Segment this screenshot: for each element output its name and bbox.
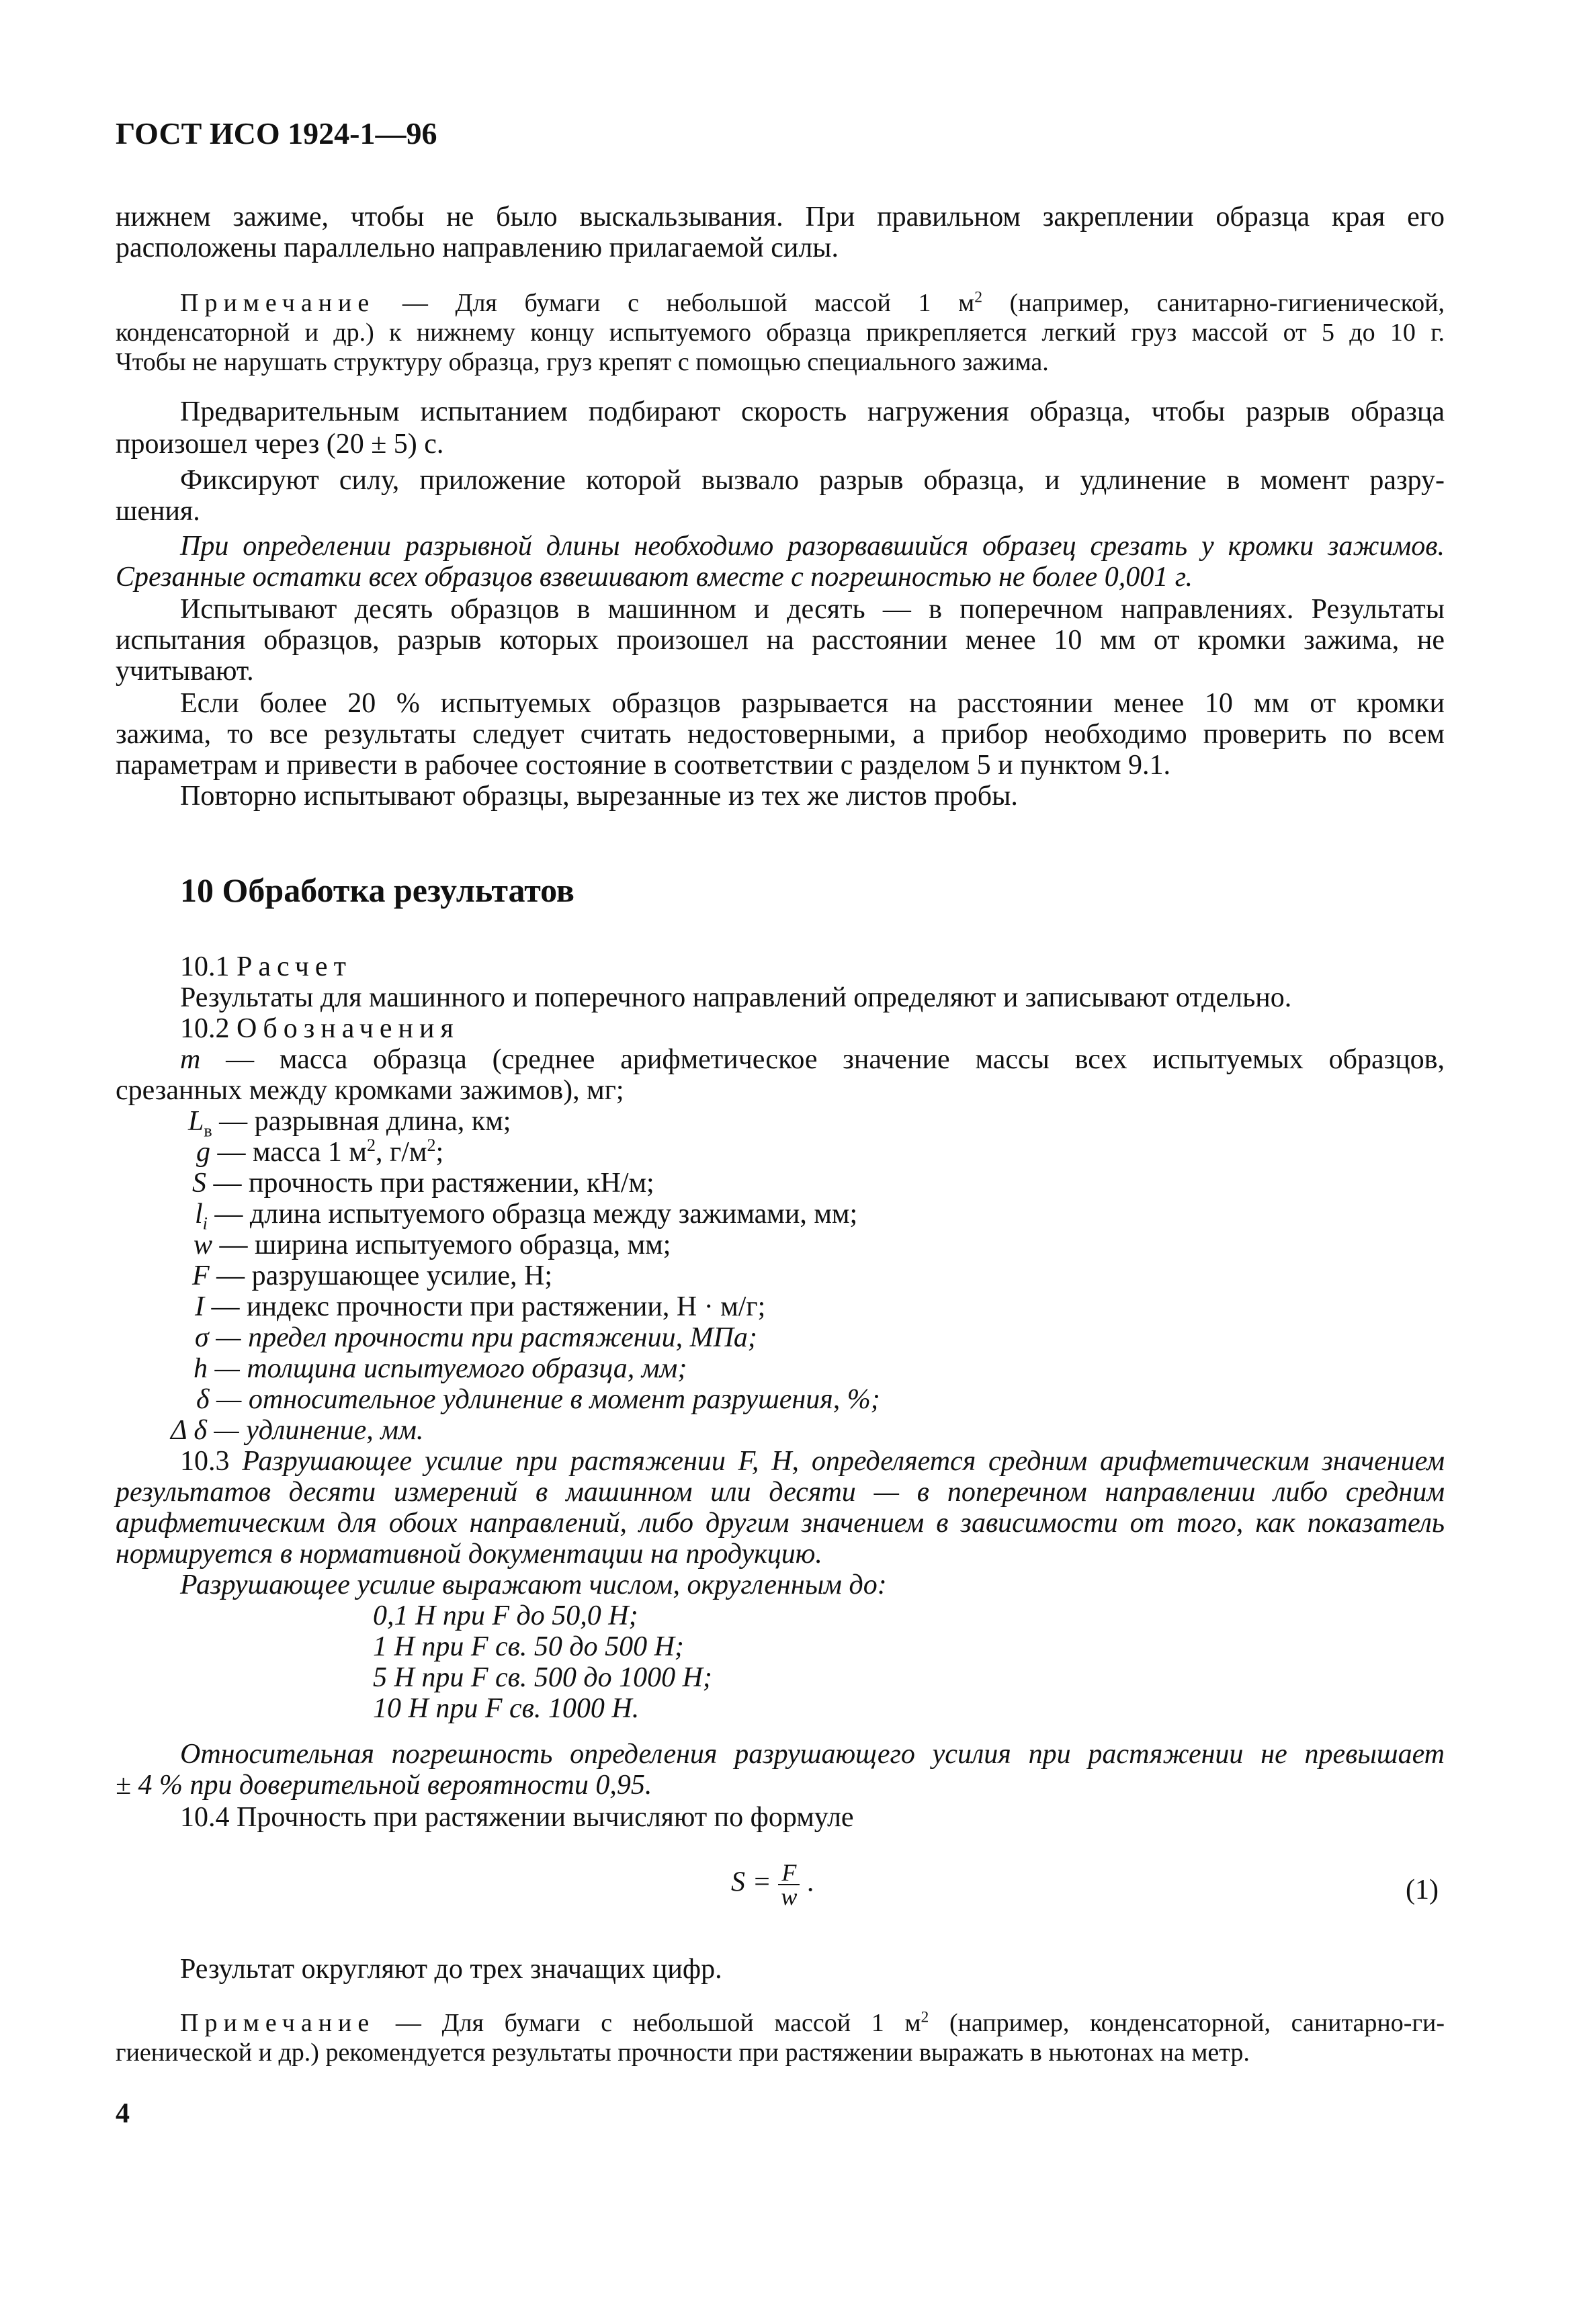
superscript: 2 <box>921 2008 929 2026</box>
superscript: 2 <box>974 288 982 306</box>
symbol-desc: — разрушающее усилие, Н; <box>209 1260 553 1291</box>
symbol-m-cont: срезанных между кромками зажимов), мг; <box>116 1075 624 1106</box>
superscript: 2 <box>366 1135 376 1155</box>
symbol: δ <box>196 1384 210 1415</box>
subsection-number: 10.3 <box>180 1446 230 1477</box>
text: Прочность при растяжении вычисляют по формуле <box>237 1802 854 1833</box>
note-text: Для бумаги с небольшой массой 1 м <box>455 289 975 317</box>
accuracy-line: Относительная погрешность определения разрушающего усилия при растяжении не превышает <box>180 1739 1445 1770</box>
symbol-m <box>180 1044 1445 1075</box>
formula-fraction <box>778 1861 800 1908</box>
symbol-L <box>188 1106 511 1141</box>
subsection-10-1-heading <box>180 951 352 982</box>
symbol-desc: — прочность при растяжении, кН/м; <box>206 1168 654 1199</box>
rounding-rule: 1 Н при F св. 50 до 500 Н; <box>373 1631 684 1662</box>
symbol-desc: — масса образца (среднее арифметическое значение массы всех испытуемых образцов, <box>226 1044 1445 1075</box>
symbol-F <box>192 1260 552 1291</box>
section-heading: 10 Обработка результатов <box>180 871 574 909</box>
symbol: S <box>192 1168 206 1199</box>
subsection-10-2-heading <box>180 1013 460 1044</box>
accuracy-line: ± 4 % при доверительной вероятности 0,95. <box>116 1770 652 1801</box>
subscript: i <box>202 1213 208 1234</box>
symbol-desc: — предел прочности при растяжении, МПа; <box>208 1322 757 1353</box>
text-line: нормируется в нормативной документации на продукцию. <box>116 1539 822 1569</box>
text-line: Срезанные остатки всех образцов взвешивают вместе с погрешностью не более 0,001 г. <box>116 562 1193 593</box>
subsection-number: 10.4 <box>180 1802 230 1833</box>
fraction-denominator: w <box>781 1883 798 1910</box>
note-line: конденсаторной и др.) к нижнему концу испытуемого образца прикрепляется легкий груз массой от 5 до 10 г. <box>116 318 1445 347</box>
symbol-desc: — относительное удлинение в момент разрушения, %; <box>209 1384 880 1415</box>
text-line: произошел через (20 ± 5) с. <box>116 429 444 460</box>
text-line: испытания образцов, разрыв которых произошел на расстоянии менее 10 мм от кромки зажима, не <box>116 625 1445 656</box>
rounding-rule: 10 Н при F св. 1000 Н. <box>373 1693 640 1724</box>
symbol-delta <box>196 1384 880 1415</box>
text-line: нижнем зажиме, чтобы не было выскальзывания. При правильном закреплении образца края его <box>116 202 1445 232</box>
note-label: Примечание <box>180 289 376 317</box>
symbol-sigma <box>195 1322 757 1353</box>
symbol: m <box>180 1044 201 1075</box>
symbol: Δ δ <box>171 1415 207 1446</box>
symbol-desc: — удлинение, мм. <box>206 1415 424 1446</box>
formula-1 <box>731 1861 814 1908</box>
symbol: F <box>192 1260 210 1291</box>
subsection-number: 10.2 <box>180 1013 230 1044</box>
text: Разрушающее усилие при растяжении F, Н, определяется средним арифметическим значением <box>242 1446 1445 1477</box>
text-line: шения. <box>116 496 200 527</box>
equation-label: (1) <box>1406 1875 1439 1905</box>
note-label: Примечание <box>180 2009 376 2037</box>
subsection-title: Расчет <box>237 951 352 982</box>
symbol-desc: , г/м <box>375 1137 427 1168</box>
symbol-S <box>192 1168 654 1199</box>
symbol: l <box>195 1199 203 1230</box>
result-rounding: Результат округляют до трех значащих цифр. <box>180 1954 722 1985</box>
formula-lhs: S = <box>731 1866 771 1898</box>
note-dash: — <box>375 2009 442 2037</box>
fraction-numerator: F <box>778 1861 800 1885</box>
symbol: L <box>188 1106 204 1137</box>
symbol-desc: — толщина испытуемого образца, мм; <box>208 1353 687 1384</box>
symbol-desc: — ширина испытуемого образца, мм; <box>212 1230 671 1260</box>
formula-end: . <box>806 1866 814 1898</box>
text-line: результатов десяти измерений в машинном или десяти — в поперечном направлении либо средним <box>116 1477 1445 1508</box>
rounding-intro: Разрушающее усилие выражают числом, округленным до: <box>180 1569 887 1600</box>
subscript: в <box>204 1121 212 1141</box>
note-text: (например, конденсаторной, санитарно-ги- <box>929 2009 1445 2037</box>
text-line <box>180 1446 1445 1477</box>
symbol-h <box>194 1353 687 1384</box>
note-text: Для бумаги с небольшой массой 1 м <box>441 2009 921 2037</box>
symbol: g <box>196 1137 210 1168</box>
note-dash: — <box>375 289 456 317</box>
symbol: σ <box>195 1322 209 1353</box>
symbol-g <box>196 1137 443 1168</box>
note-text: (например, санитарно-гигиенической, <box>982 289 1445 317</box>
symbol: w <box>194 1230 213 1260</box>
text-line: Предварительным испытанием подбирают скорость нагружения образца, чтобы разрыв образца <box>180 396 1445 427</box>
text-line: учитывают. <box>116 656 254 687</box>
document-header: ГОСТ ИСО 1924-1—96 <box>116 116 437 150</box>
text-line: зажима, то все результаты следует считать недостоверными, а прибор необходимо проверить по всем <box>116 719 1445 750</box>
text-line: расположены параллельно направлению прилагаемой силы. <box>116 232 839 263</box>
text-line: Фиксируют силу, приложение которой вызвало разрыв образца, и удлинение в момент разру- <box>180 465 1445 496</box>
paragraph-repeat: Повторно испытывают образцы, вырезанные из тех же листов пробы. <box>180 781 1018 812</box>
note-line: Чтобы не нарушать структуру образца, груз крепят с помощью специального зажима. <box>116 348 1049 376</box>
symbol-desc: ; <box>435 1137 444 1168</box>
symbol-desc: — разрывная длина, км; <box>212 1106 511 1137</box>
symbol-l <box>195 1199 858 1234</box>
subsection-10-4-text <box>180 1802 854 1833</box>
text-line: параметрам и привести в рабочее состояние в соответствии с разделом 5 и пунктом 9.1. <box>116 750 1171 781</box>
superscript: 2 <box>427 1135 436 1155</box>
text-line: Если более 20 % испытуемых образцов разрывается на расстоянии менее 10 мм от кромки <box>180 688 1445 719</box>
symbol: I <box>195 1291 204 1322</box>
symbol-desc: — индекс прочности при растяжении, Н · м/г; <box>204 1291 766 1322</box>
text-line: арифметическим для обоих направлений, либо другим значением в зависимости от того, как показатель <box>116 1508 1445 1539</box>
note-line: гиенической и др.) рекомендуется результаты прочности при растяжении выражать в ньютонах на метр. <box>116 2038 1250 2067</box>
text-line: При определении разрывной длины необходимо разорвавшийся образец срезать у кромки зажимов. <box>180 531 1445 562</box>
note-line <box>180 2009 1445 2037</box>
symbol-desc: — длина испытуемого образца между зажимами, мм; <box>207 1199 858 1230</box>
symbol-delta-delta <box>171 1415 423 1446</box>
rounding-rule: 0,1 Н при F до 50,0 Н; <box>373 1600 638 1631</box>
subsection-10-1-text: Результаты для машинного и поперечного направлений определяют и записывают отдельно. <box>180 982 1292 1013</box>
symbol-w <box>194 1230 671 1260</box>
symbol: h <box>194 1353 208 1384</box>
rounding-rule: 5 Н при F св. 500 до 1000 Н; <box>373 1662 712 1693</box>
subsection-number: 10.1 <box>180 951 230 982</box>
note-line <box>180 289 1445 317</box>
page-number: 4 <box>116 2098 130 2129</box>
text-line: Испытывают десять образцов в машинном и десять — в поперечном направлениях. Результаты <box>180 594 1445 625</box>
subsection-title: Обозначения <box>237 1013 460 1044</box>
symbol-desc: — масса 1 м <box>210 1137 367 1168</box>
symbol-I <box>195 1291 765 1322</box>
